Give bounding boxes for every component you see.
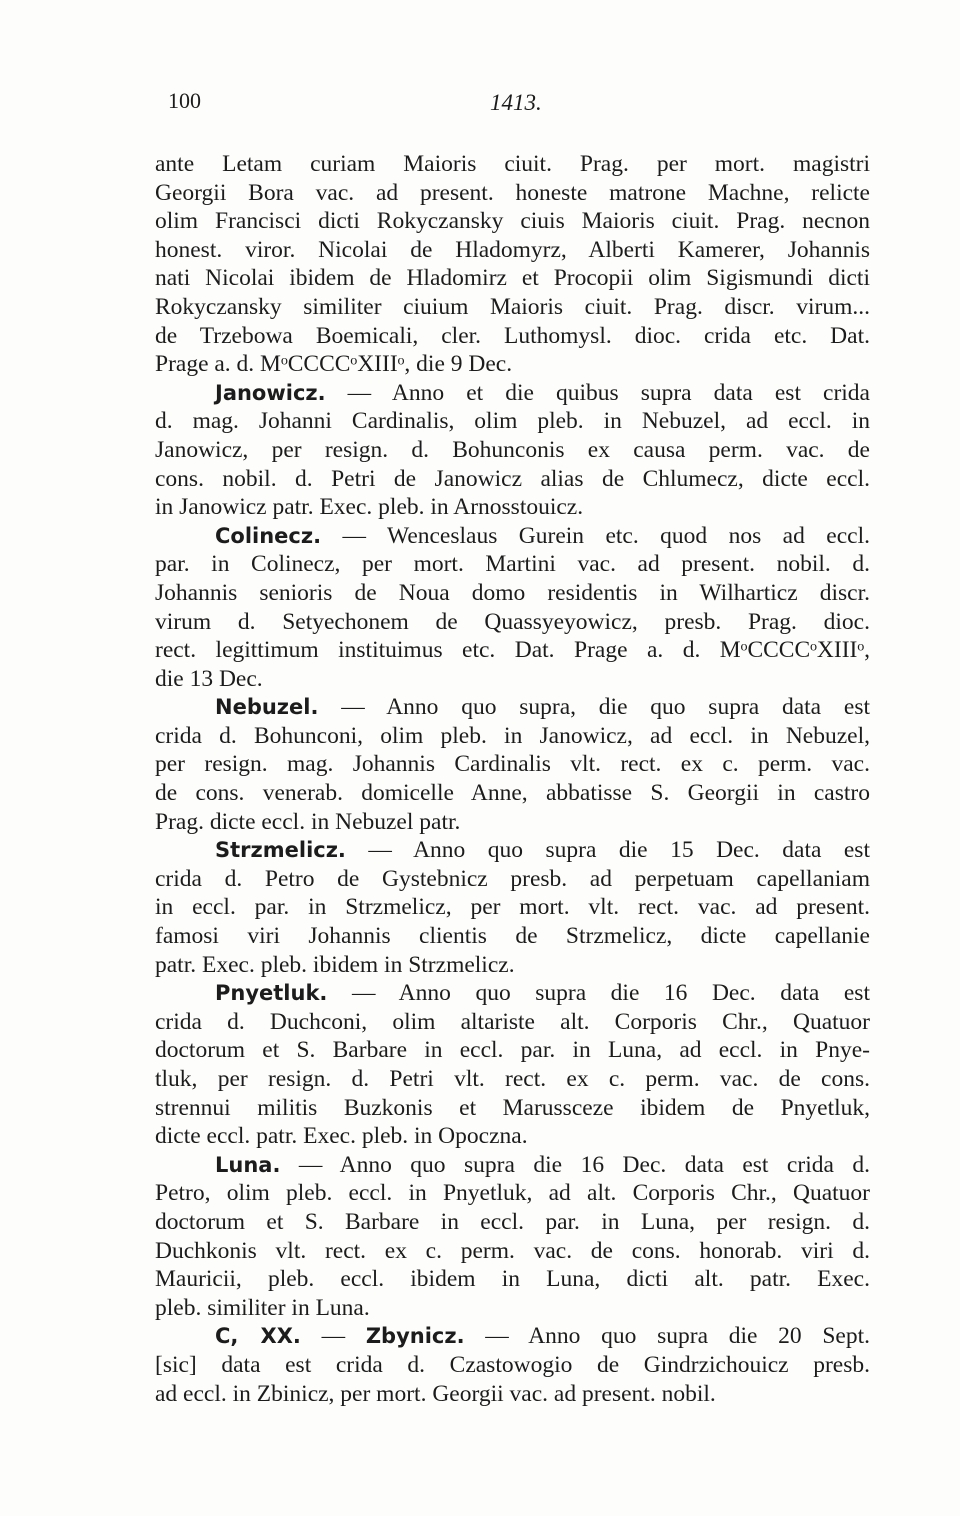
text-line: Prag. dicte eccl. in Nebuzel patr. — [155, 808, 461, 835]
entry-paragraph — [155, 1151, 870, 1323]
text-line: tluk, per resign. d. Petri vlt. rect. ex c. perm. vac. de cons. — [155, 1066, 870, 1092]
text-line: olim Francisci dicti Rokyczansky ciuis Maioris ciuit. Prag. necnon — [155, 208, 870, 235]
page-header — [150, 88, 870, 118]
body-text — [155, 150, 870, 1408]
text-line: doctorum et S. Barbare in eccl. par. in Luna, per resign. d. — [155, 1208, 870, 1235]
text-line: virum d. Setyechonem de Quassyeyowicz, presb. Prag. dioc. — [155, 608, 870, 635]
text-line — [155, 836, 870, 865]
text-line: crida d. Bohunconi, olim pleb. in Janowicz, ad eccl. in Nebuzel, — [155, 722, 870, 749]
line-text: — Anno quo supra die 20 Sept. — [464, 1323, 870, 1350]
text-line: crida d. Petro de Gystebnicz presb. ad perpetuam capellaniam — [155, 865, 870, 892]
place-heading: Colinecz. — [215, 523, 322, 548]
text-line — [155, 979, 870, 1008]
line-text: — Anno quo supra die 15 Dec. data est — [345, 837, 870, 864]
text-line — [155, 1151, 870, 1180]
text-line: ante Letam curiam Maioris ciuit. Prag. per mort. magistri — [155, 151, 870, 177]
text-line: pleb. similiter in Luna. — [155, 1294, 370, 1321]
text-line: C, XX. — Zbynicz. — Anno quo supra die 20 Sept. — [215, 1323, 870, 1350]
text-line: crida d. Duchconi, olim altariste alt. Corporis Chr., Quatuor — [155, 1008, 870, 1035]
text-line: dicte eccl. patr. Exec. pleb. in Opoczna. — [155, 1123, 528, 1150]
text-line: Petro, olim pleb. eccl. in Pnyetluk, ad alt. Corporis Chr., Quatuor — [155, 1180, 870, 1207]
entry-paragraph — [155, 693, 870, 836]
line-text: — Anno quo supra, die quo supra data est — [318, 694, 870, 721]
entry-prefix: C, XX. — [215, 1324, 301, 1349]
text-line: doctorum et S. Barbare in eccl. par. in Luna, ad eccl. in Pnye- — [155, 1037, 870, 1064]
line-text: — Anno quo supra die 16 Dec. data est — [327, 980, 870, 1007]
running-title: 1413. — [490, 90, 542, 115]
text-line: ad eccl. in Zbinicz, per mort. Georgii vac. ad present. nobil. — [155, 1380, 716, 1407]
text-line: strennui militis Buzkonis et Marussceze ibidem de Pnyetluk, — [155, 1094, 870, 1121]
place-heading: Strzmelicz. — [215, 838, 346, 863]
text-line: patr. Exec. pleb. ibidem in Strzmelicz. — [155, 951, 515, 978]
text-line: par. in Colinecz, per mort. Martini vac. ad present. nobil. d. — [155, 551, 870, 578]
text-line: Prage a. d. MᵒCCCCᵒXIIIᵒ, die 9 Dec. — [155, 351, 513, 378]
line-text: — Wenceslaus Gurein etc. quod nos ad eccl. — [321, 522, 870, 549]
entry-paragraph — [155, 150, 870, 379]
entry-paragraph — [155, 522, 870, 694]
text-line: Johannis senioris de Noua domo residentis in Wilharticz discr. — [155, 579, 870, 606]
text-line: Mauricii, pleb. eccl. ibidem in Luna, dicti alt. patr. Exec. — [155, 1266, 870, 1293]
text-line: in eccl. par. in Strzmelicz, per mort. vlt. rect. vac. ad present. — [155, 894, 870, 921]
text-line: de Trzebowa Boemicali, cler. Luthomysl. dioc. crida etc. Dat. — [155, 322, 870, 349]
text-line — [155, 693, 870, 722]
text-line: [sic] data est crida d. Czastowogio de Gindrzichouicz presb. — [155, 1351, 870, 1378]
page-number: 100 — [168, 88, 201, 113]
place-heading: Nebuzel. — [215, 695, 319, 720]
entry-paragraph — [155, 836, 870, 979]
line-text: — Anno quo supra die 16 Dec. data est crida d. — [280, 1151, 870, 1178]
text-line: famosi viri Johannis clientis de Strzmelicz, dicte capellanie — [155, 923, 870, 950]
entry-paragraph — [155, 979, 870, 1151]
entry-paragraph — [155, 1322, 870, 1408]
text-line: honest. viror. Nicolai de Hladomyrz, Alberti Kamerer, Johannis — [155, 236, 870, 263]
text-line: de cons. venerab. domicelle Anne, abbatisse S. Georgii in castro — [155, 780, 870, 807]
text-line: in Janowicz patr. Exec. pleb. in Arnosstouicz. — [155, 494, 584, 521]
text-line: die 13 Dec. — [155, 665, 263, 692]
place-heading: Zbynicz. — [365, 1324, 465, 1349]
text-line: Rokyczansky similiter ciuium Maioris ciuit. Prag. discr. virum... — [155, 293, 870, 320]
text-line: per resign. mag. Johannis Cardinalis vlt. rect. ex c. perm. vac. — [155, 751, 870, 778]
place-heading: Pnyetluk. — [215, 981, 328, 1006]
text-line: cons. nobil. d. Petri de Janowicz alias de Chlumecz, dicte eccl. — [155, 465, 870, 492]
text-line: Georgii Bora vac. ad present. honeste matrone Machne, relicte — [155, 179, 870, 206]
text-line — [155, 522, 870, 551]
text-line: Janowicz, per resign. d. Bohunconis ex causa perm. vac. de — [155, 436, 870, 463]
entry-paragraph — [155, 379, 870, 522]
text-line: rect. legittimum instituimus etc. Dat. Prage a. d. MᵒCCCCᵒXIIIᵒ, — [155, 637, 870, 664]
text-line — [155, 379, 870, 408]
place-heading: Janowicz. — [215, 380, 326, 405]
text-line: Duchkonis vlt. rect. ex c. perm. vac. de cons. honorab. viri d. — [155, 1237, 870, 1264]
text-line: d. mag. Johanni Cardinalis, olim pleb. in Nebuzel, ad eccl. in — [155, 408, 870, 435]
line-text: — Anno et die quibus supra data est crida — [325, 379, 870, 406]
text-line: nati Nicolai ibidem de Hladomirz et Procopii olim Sigismundi dicti — [155, 265, 870, 292]
place-heading: Luna. — [215, 1152, 281, 1177]
